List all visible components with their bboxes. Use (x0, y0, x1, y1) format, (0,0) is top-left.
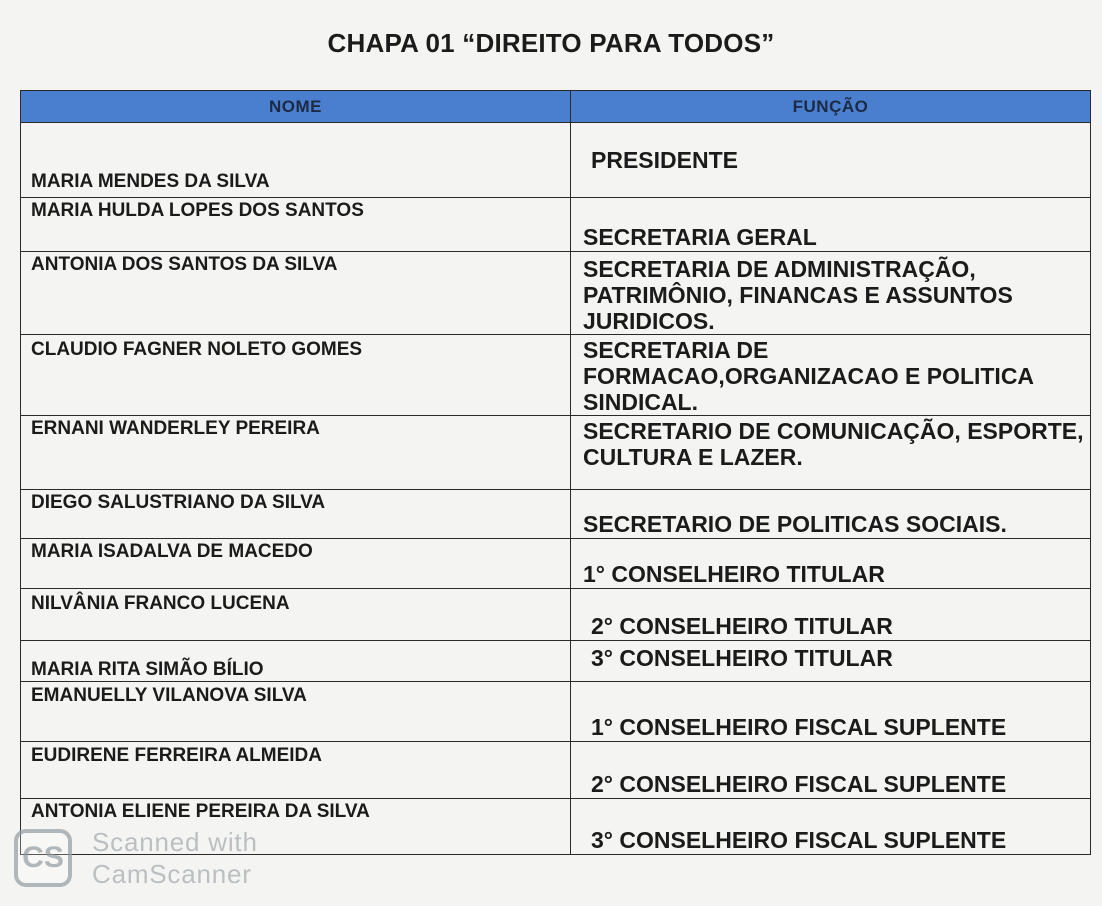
member-role: PRESIDENTE (571, 123, 1091, 198)
table-row (21, 252, 1091, 335)
member-name: EMANUELLY VILANOVA SILVA (21, 682, 571, 742)
table-row (21, 682, 1091, 742)
member-name: MARIA MENDES DA SILVA (21, 123, 571, 198)
table-row (21, 335, 1091, 416)
header-name: NOME (21, 91, 571, 123)
camscanner-logo-icon: CS (14, 829, 72, 887)
member-role: 3° CONSELHEIRO TITULAR (571, 641, 1091, 682)
camscanner-watermark (14, 826, 258, 890)
table-row (21, 490, 1091, 539)
member-role: SECRETARIA DE ADMINISTRAÇÃO, PATRIMÔNIO, FINANCAS E ASSUNTOS JURIDICOS. (571, 252, 1091, 335)
watermark-line-1: Scanned with (92, 827, 258, 857)
document-title: CHAPA 01 “DIREITO PARA TODOS” (327, 28, 775, 58)
member-role: SECRETARIA GERAL (571, 198, 1091, 252)
member-role: SECRETARIO DE POLITICAS SOCIAIS. (571, 490, 1091, 539)
member-role: 3° CONSELHEIRO FISCAL SUPLENTE (571, 799, 1091, 855)
watermark-text (92, 826, 258, 890)
table-row (21, 123, 1091, 198)
table-row (21, 589, 1091, 641)
member-name: NILVÂNIA FRANCO LUCENA (21, 589, 571, 641)
watermark-line-2: CamScanner (92, 859, 252, 889)
member-name: EUDIRENE FERREIRA ALMEIDA (21, 742, 571, 799)
header-role: FUNÇÃO (571, 91, 1091, 123)
member-role: SECRETARIO DE COMUNICAÇÃO, ESPORTE, CULTURA E LAZER. (571, 416, 1091, 490)
member-name: ANTONIA ELIENE PEREIRA DA SILVA (21, 799, 571, 855)
member-name: DIEGO SALUSTRIANO DA SILVA (21, 490, 571, 539)
member-role: SECRETARIA DE FORMACAO,ORGANIZACAO E POLITICA SINDICAL. (571, 335, 1091, 416)
member-role: 2° CONSELHEIRO FISCAL SUPLENTE (571, 742, 1091, 799)
member-name: ANTONIA DOS SANTOS DA SILVA (21, 252, 571, 335)
table-row (21, 742, 1091, 799)
member-name: MARIA HULDA LOPES DOS SANTOS (21, 198, 571, 252)
member-name: CLAUDIO FAGNER NOLETO GOMES (21, 335, 571, 416)
members-table (20, 90, 1091, 855)
member-role: 1° CONSELHEIRO TITULAR (571, 539, 1091, 589)
table-row (21, 539, 1091, 589)
table-row (21, 198, 1091, 252)
member-name: MARIA ISADALVA DE MACEDO (21, 539, 571, 589)
member-name: ERNANI WANDERLEY PEREIRA (21, 416, 571, 490)
member-role: 1° CONSELHEIRO FISCAL SUPLENTE (571, 682, 1091, 742)
member-name: MARIA RITA SIMÃO BÍLIO (21, 641, 571, 682)
table-header-row (21, 91, 1091, 123)
table-row (21, 416, 1091, 490)
member-role: 2° CONSELHEIRO TITULAR (571, 589, 1091, 641)
table-row (21, 641, 1091, 682)
